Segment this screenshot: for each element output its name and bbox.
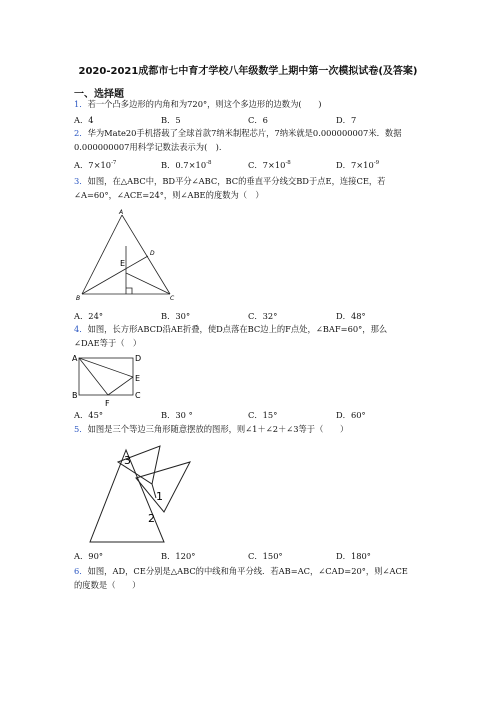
option-a: A．24° xyxy=(74,311,103,321)
question-text-continued: ∠A=60°，∠ACE=24°，则∠ABE的度数为（ ） xyxy=(74,190,264,200)
question-text: 华为Mate20手机搭载了全球首款7纳米制程芯片，7纳米就是0.000000007米．数据 xyxy=(87,128,402,138)
label-a: A xyxy=(72,354,78,363)
option-c: C．6 xyxy=(248,115,268,125)
question-number: 6． xyxy=(74,566,88,576)
option-a: A．4 xyxy=(74,115,94,125)
option-d: D．48° xyxy=(336,311,366,321)
page-title: 2020-2021成都市七中育才学校八年级数学上期中第一次模拟试卷(及答案) xyxy=(78,66,418,77)
angle-1-label: 1 xyxy=(156,490,163,503)
question-2 xyxy=(74,128,402,139)
option-b: B．$0.7\times 10^{-8}$ xyxy=(161,160,212,170)
option-d: D．$7\times 10^{-9}$ xyxy=(336,160,380,170)
option-d: D．7 xyxy=(336,115,357,125)
question-1 xyxy=(74,99,321,110)
question-3 xyxy=(74,176,385,187)
option-b: B．5 xyxy=(161,115,181,125)
question-4 xyxy=(74,324,387,335)
label-a: A xyxy=(119,209,124,216)
question-text-continued: 0.000000007用科学记数法表示为( ). xyxy=(74,142,222,152)
question-text: 如图是三个等边三角形随意摆放的图形，则∠1＋∠2＋∠3等于（ ） xyxy=(87,424,349,434)
option-c: C．32° xyxy=(248,311,278,321)
label-e: E xyxy=(120,259,126,268)
question-text: 如图，AD，CE分别是△ABC的中线和角平分线．若AB=AC，∠CAD=20°，则∠ACE xyxy=(87,566,408,576)
option-c: C．150° xyxy=(248,551,283,561)
option-d: D．60° xyxy=(336,410,366,420)
question-6 xyxy=(74,566,408,577)
triangle-figure-q3 xyxy=(74,206,184,302)
option-b: B．120° xyxy=(161,551,196,561)
label-d: D xyxy=(150,250,155,257)
label-c: C xyxy=(135,391,141,400)
question-text: 如图，长方形ABCD沿AE折叠，使D点落在BC边上的F点处，∠BAF=60°，那么 xyxy=(87,324,388,334)
triangles-figure-q5 xyxy=(86,442,242,546)
label-c: C xyxy=(170,295,175,302)
question-text-continued: 的度数是（ ） xyxy=(74,580,141,590)
label-f: F xyxy=(105,399,110,408)
option-c: C．$7\times 10^{-8}$ xyxy=(248,160,291,170)
option-a: A．45° xyxy=(74,410,103,420)
option-a: A．$7\times 10^{-7}$ xyxy=(74,160,117,170)
option-a: A．90° xyxy=(74,551,103,561)
question-number: 4． xyxy=(74,324,88,334)
question-number: 5． xyxy=(74,424,88,434)
label-b: B xyxy=(76,295,81,302)
section-heading: 一、选择题 xyxy=(74,89,124,100)
question-text-continued: ∠DAE等于（ ） xyxy=(74,338,142,348)
rectangle-figure-q4 xyxy=(72,352,144,408)
angle-2-label: 2 xyxy=(148,512,155,525)
option-c: C．15° xyxy=(248,410,278,420)
question-number: 2． xyxy=(74,128,88,138)
label-e: E xyxy=(135,374,141,383)
question-number: 1． xyxy=(74,99,88,109)
label-d: D xyxy=(135,354,142,363)
question-text: 若一个凸多边形的内角和为720°，则这个多边形的边数为( ) xyxy=(87,99,322,109)
question-text: 如图，在△ABC中，BD平分∠ABC，BC的垂直平分线交BD于点E，连接CE，若 xyxy=(87,176,386,186)
label-b: B xyxy=(72,391,78,400)
question-5 xyxy=(74,424,348,435)
angle-3-label: 3 xyxy=(124,454,131,467)
option-d: D．180° xyxy=(336,551,371,561)
question-number: 3． xyxy=(74,176,88,186)
option-b: B．30 ° xyxy=(161,410,193,420)
option-b: B．30° xyxy=(161,311,191,321)
